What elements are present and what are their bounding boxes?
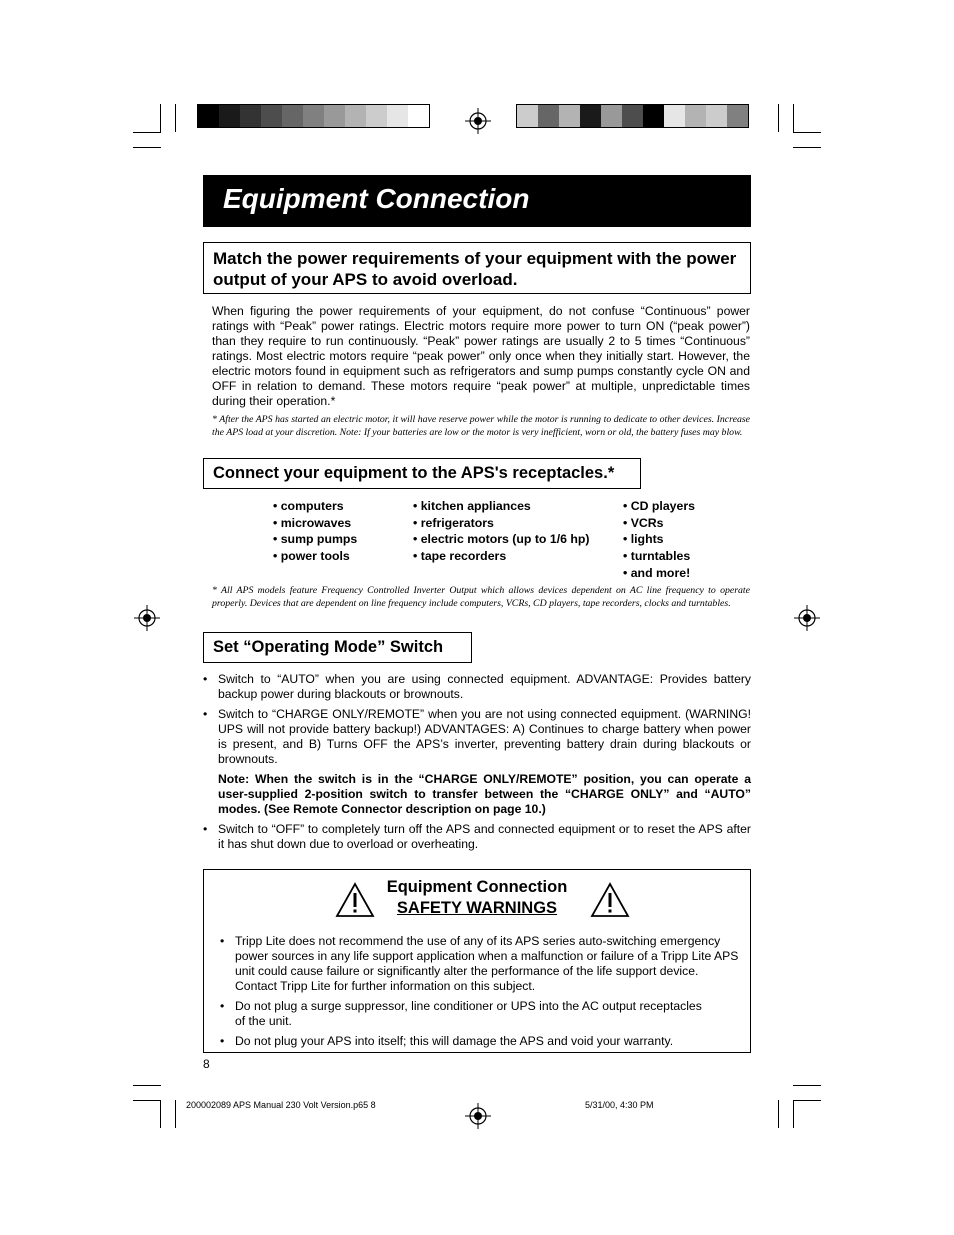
bullet-glyph: • [203, 822, 208, 836]
crop-mark [175, 1100, 176, 1128]
color-swatch [643, 105, 664, 127]
color-swatch [303, 105, 324, 127]
color-swatch [538, 105, 559, 127]
charge-only-text: Switch to “CHARGE ONLY/REMOTE” when you are not using connected equipment. (WARNING! UPS will not provide battery backup!) ADVANTAGES: A) Continues to charge battery when power is present, and B) Turns OFF the APS’s inverter, preventing battery drain during blackouts or brownouts. [218, 707, 751, 766]
color-swatch [559, 105, 580, 127]
crop-mark [133, 1085, 161, 1086]
list-item [203, 707, 751, 767]
footer-timestamp: 5/31/00, 4:30 PM [585, 1100, 654, 1110]
warning-text: Do not plug a surge suppressor, line conditioner or UPS into the AC output receptacles of the unit. [235, 999, 702, 1028]
page-title: Equipment Connection [223, 183, 530, 214]
registration-mark-icon [465, 1103, 491, 1129]
off-mode-text: Switch to “OFF” to completely turn off the APS and connected equipment or to reset the APS after it has shut down due to overload or overheating. [218, 822, 751, 851]
crop-mark [793, 1085, 821, 1086]
crop-mark [793, 1100, 821, 1101]
footer-filename: 200002089 APS Manual 230 Volt Version.p65 8 [186, 1100, 376, 1110]
page-number: 8 [203, 1057, 210, 1071]
list-item: • computers [273, 499, 344, 513]
crop-mark [778, 1100, 779, 1128]
bullet-glyph: • [203, 707, 208, 721]
color-swatch [408, 105, 429, 127]
color-swatch [282, 105, 303, 127]
power-paragraph: When figuring the power requirements of your equipment, do not confuse “Continuous” power ratings with “Peak” power ratings. Electric motors require more power to turn ON (“peak power”) than they require to run continuously. “Peak” power ratings are usually 2 to 5 times “Continuous” ratings. Most electric motors require “peak power” only once when they initially start. However, the electric motors found in equipment such as refrigerators and sump pumps constantly cycle ON and OFF in relation to demand. These motors require “peak power” at multiple, unpredictable times during their operation.* [212, 304, 750, 408]
color-swatch [727, 105, 748, 127]
warnings-title: Equipment Connection [386, 878, 568, 896]
warnings-list [220, 934, 740, 1054]
list-item: • power tools [273, 549, 350, 564]
list-item [203, 672, 751, 702]
equipment-list-col1 [273, 498, 357, 565]
list-item: • VCRs [623, 515, 664, 530]
registration-mark-icon [794, 605, 820, 631]
section-heading-receptacles: Connect your equipment to the APS's receptacles.* [203, 458, 641, 489]
crop-mark [793, 104, 794, 132]
registration-mark-icon [465, 108, 491, 134]
crop-mark [793, 132, 821, 133]
list-item [220, 934, 740, 994]
color-swatch [580, 105, 601, 127]
warning-text: Do not plug your APS into itself; this will damage the APS and void your warranty. [235, 1034, 674, 1048]
list-item: • and more! [623, 565, 691, 580]
operating-mode-list [203, 672, 751, 857]
color-swatch [345, 105, 366, 127]
warning-text: Tripp Lite does not recommend the use of any of its APS series auto-switching emergency power sources in any life support application when a malfunction or failure of a Tripp Lite APS unit could cause failure or significantly alter the performance of the life support device. Contact Tripp Lite for further information on this subject. [235, 934, 739, 993]
list-item: • kitchen appliances [413, 499, 531, 513]
receptacles-footnote: * All APS models feature Frequency Controlled Inverter Output which allows devices dependent on AC line frequency to operate properly. Devices that are dependent on line frequency include computers, VCRs, CD players, tape recorders, clocks and turntables. [212, 585, 750, 609]
bullet-glyph: • [220, 1034, 225, 1048]
page-title-bar [203, 175, 751, 227]
list-item: • CD players [623, 499, 695, 513]
list-item: • tape recorders [413, 549, 507, 564]
color-swatch [219, 105, 240, 127]
bullet-glyph: • [220, 999, 225, 1013]
crop-mark [160, 104, 161, 132]
crop-mark [133, 132, 161, 133]
list-item: • electric motors (up to 1/6 hp) [413, 532, 590, 547]
list-item: • microwaves [273, 515, 352, 530]
color-swatch [198, 105, 219, 127]
list-item: • refrigerators [413, 515, 494, 530]
color-swatch [366, 105, 387, 127]
color-swatch [601, 105, 622, 127]
crop-mark [793, 1100, 794, 1128]
section-heading-power: Match the power requirements of your equipment with the power output of your APS to avoid overload. [203, 242, 751, 294]
list-item [220, 1034, 740, 1049]
switch-note: Note: When the switch is in the “CHARGE ONLY/REMOTE” position, you can operate a user-supplied 2-position switch to transfer between the “CHARGE ONLY” and “AUTO” modes. (See Remote Connector description on page 10.) [218, 772, 751, 816]
color-swatch [685, 105, 706, 127]
section-heading-operating-mode: Set “Operating Mode” Switch [203, 632, 472, 663]
color-swatch [664, 105, 685, 127]
bullet-glyph: • [203, 672, 208, 686]
power-footnote: * After the APS has started an electric motor, it will have reserve power while the motor is running to dedicate to other devices. Increase the APS load at your discretion. Note: If your batteries are low or the motor is very inefficient, worn or old, the battery fuses may blow. [212, 414, 750, 438]
color-swatch [240, 105, 261, 127]
crop-mark [133, 1100, 161, 1101]
crop-mark [160, 1100, 161, 1128]
auto-mode-text: Switch to “AUTO” when you are using connected equipment. ADVANTAGE: Provides battery backup power during blackouts or brownouts. [218, 672, 751, 701]
crop-mark [793, 147, 821, 148]
list-item: • sump pumps [273, 532, 358, 547]
registration-mark-icon [134, 605, 160, 631]
crop-mark [133, 147, 161, 148]
safety-warnings-box [203, 869, 751, 1053]
crop-mark [175, 104, 176, 132]
list-item [203, 822, 751, 852]
equipment-list-col2 [413, 498, 590, 565]
color-bar-right [516, 104, 749, 128]
warnings-subtitle: SAFETY WARNINGS [396, 899, 558, 917]
list-item: • lights [623, 532, 664, 547]
color-bar-left [197, 104, 430, 128]
color-swatch [387, 105, 408, 127]
equipment-list-col3 [623, 498, 695, 582]
bullet-glyph: • [220, 934, 225, 948]
color-swatch [622, 105, 643, 127]
crop-mark [778, 104, 779, 132]
color-swatch [261, 105, 282, 127]
color-swatch [706, 105, 727, 127]
list-item [220, 999, 740, 1029]
color-swatch [517, 105, 538, 127]
color-swatch [324, 105, 345, 127]
list-item: • turntables [623, 549, 691, 564]
